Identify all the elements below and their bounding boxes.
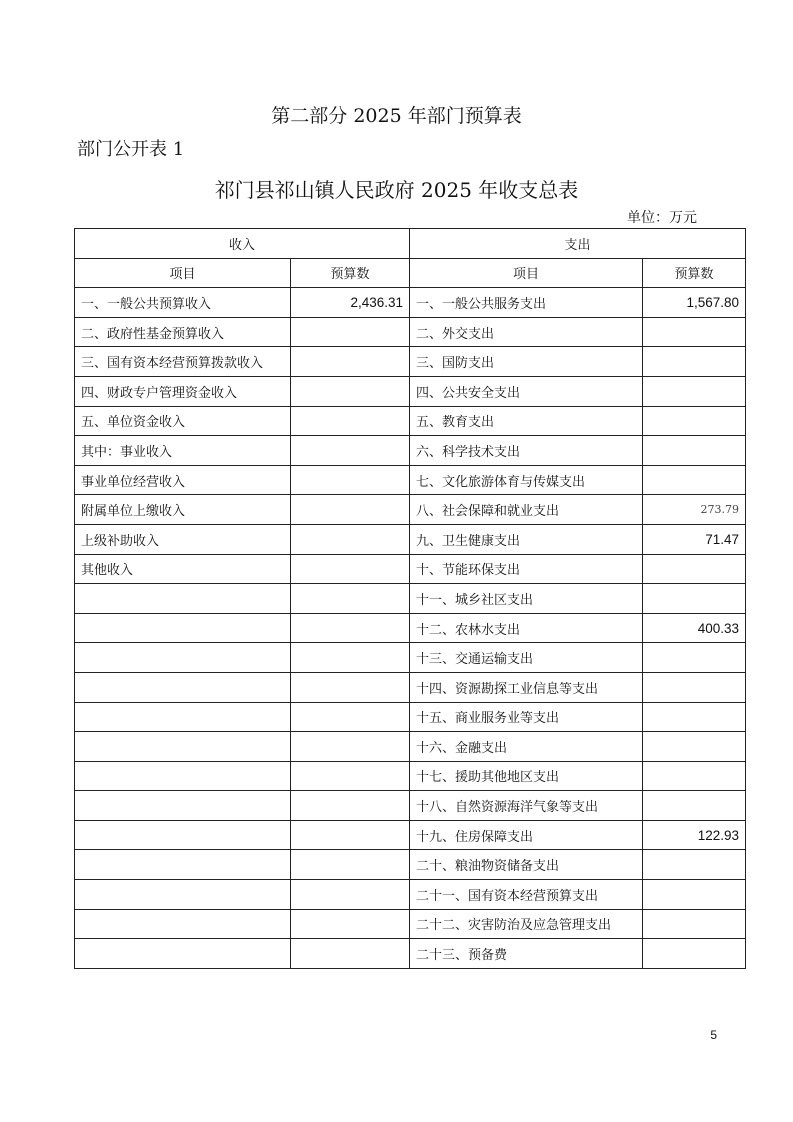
table-row [75,376,746,406]
table-row [75,406,746,436]
expense-item: 四、公共安全支出 [410,376,643,406]
income-item: 三、国有资本经营预算拨款收入 [75,347,291,377]
income-value [291,909,410,939]
income-value [291,672,410,702]
income-item: 附属单位上缴收入 [75,495,291,525]
expense-item: 二十三、预备费 [410,939,643,969]
table-row [75,436,746,466]
expense-item: 十五、商业服务业等支出 [410,702,643,732]
expense-value [643,436,746,466]
income-item [75,613,291,643]
expense-item-header: 项目 [410,258,643,288]
expense-value [643,584,746,614]
expense-value: 400.33 [643,613,746,643]
unit-label: 单位：万元 [627,210,697,226]
expense-item: 二十一、国有资本经营预算支出 [410,880,643,910]
income-item: 其中：事业收入 [75,436,291,466]
table-row [75,761,746,791]
income-value [291,317,410,347]
income-value [291,524,410,554]
expense-value [643,791,746,821]
income-value [291,584,410,614]
income-value [291,347,410,377]
income-header: 收入 [75,229,410,259]
expense-item: 三、国防支出 [410,347,643,377]
expense-value [643,672,746,702]
income-value [291,939,410,969]
expense-item: 九、卫生健康支出 [410,524,643,554]
expense-value [643,376,746,406]
income-value [291,554,410,584]
expense-item: 十三、交通运输支出 [410,643,643,673]
table-row [75,613,746,643]
expense-item: 十七、援助其他地区支出 [410,761,643,791]
income-item [75,820,291,850]
expense-value [643,850,746,880]
part-title: 第二部分 2025 年部门预算表 [271,105,522,127]
table-row [75,317,746,347]
expense-item: 十四、资源勘探工业信息等支出 [410,672,643,702]
income-value [291,880,410,910]
expense-item: 二十、粮油物资储备支出 [410,850,643,880]
income-item: 五、单位资金收入 [75,406,291,436]
expense-item: 十、节能环保支出 [410,554,643,584]
table-column-header-row [75,258,746,288]
income-item-header: 项目 [75,258,291,288]
income-value [291,613,410,643]
table-row [75,702,746,732]
expense-value [643,732,746,762]
table-row [75,495,746,525]
table-row [75,524,746,554]
income-value [291,761,410,791]
table-label: 部门公开表 1 [77,139,185,160]
income-value: 2,436.31 [291,288,410,318]
income-value [291,732,410,762]
table-row [75,584,746,614]
expense-item: 六、科学技术支出 [410,436,643,466]
page-number: 5 [710,1028,717,1042]
expense-value [643,554,746,584]
table-row [75,643,746,673]
expense-item: 二、外交支出 [410,317,643,347]
income-value [291,495,410,525]
table-row [75,909,746,939]
income-item [75,672,291,702]
income-item [75,732,291,762]
income-budget-header: 预算数 [291,258,410,288]
income-item [75,850,291,880]
expense-value: 273.79 [643,495,746,525]
table-row [75,820,746,850]
expense-item: 二十二、灾害防治及应急管理支出 [410,909,643,939]
expense-value [643,347,746,377]
page-title: 祁门县祁山镇人民政府 2025 年收支总表 [214,178,579,202]
expense-item: 七、文化旅游体育与传媒支出 [410,465,643,495]
table-row [75,288,746,318]
expense-item: 十六、金融支出 [410,732,643,762]
income-value [291,850,410,880]
table-row [75,554,746,584]
table-group-header-row [75,229,746,259]
expense-value [643,939,746,969]
income-item [75,584,291,614]
income-item: 事业单位经营收入 [75,465,291,495]
expense-item: 十九、住房保障支出 [410,820,643,850]
table-row [75,672,746,702]
income-value [291,406,410,436]
expense-value [643,880,746,910]
expense-item: 十八、自然资源海洋气象等支出 [410,791,643,821]
expense-value: 122.93 [643,820,746,850]
income-value [291,376,410,406]
income-value [291,791,410,821]
expense-item: 五、教育支出 [410,406,643,436]
income-item [75,791,291,821]
table-row [75,880,746,910]
expense-value [643,643,746,673]
expense-value: 71.47 [643,524,746,554]
budget-summary-table [74,228,746,969]
income-item: 一、一般公共预算收入 [75,288,291,318]
table-row [75,465,746,495]
expense-header: 支出 [410,229,746,259]
income-item: 二、政府性基金预算收入 [75,317,291,347]
income-item [75,939,291,969]
table-row [75,732,746,762]
expense-item: 十二、农林水支出 [410,613,643,643]
table-row [75,939,746,969]
income-item [75,761,291,791]
income-value [291,436,410,466]
expense-value: 1,567.80 [643,288,746,318]
expense-value [643,702,746,732]
expense-budget-header: 预算数 [643,258,746,288]
expense-value [643,406,746,436]
income-value [291,820,410,850]
income-item [75,880,291,910]
income-item [75,643,291,673]
expense-value [643,317,746,347]
expense-item: 一、一般公共服务支出 [410,288,643,318]
income-item: 其他收入 [75,554,291,584]
expense-item: 八、社会保障和就业支出 [410,495,643,525]
table-row [75,347,746,377]
table-row [75,850,746,880]
income-value [291,643,410,673]
income-item: 上级补助收入 [75,524,291,554]
table-row [75,791,746,821]
income-item [75,702,291,732]
income-item: 四、财政专户管理资金收入 [75,376,291,406]
income-value [291,465,410,495]
income-item [75,909,291,939]
expense-item: 十一、城乡社区支出 [410,584,643,614]
income-value [291,702,410,732]
expense-value [643,909,746,939]
expense-value [643,465,746,495]
expense-value [643,761,746,791]
